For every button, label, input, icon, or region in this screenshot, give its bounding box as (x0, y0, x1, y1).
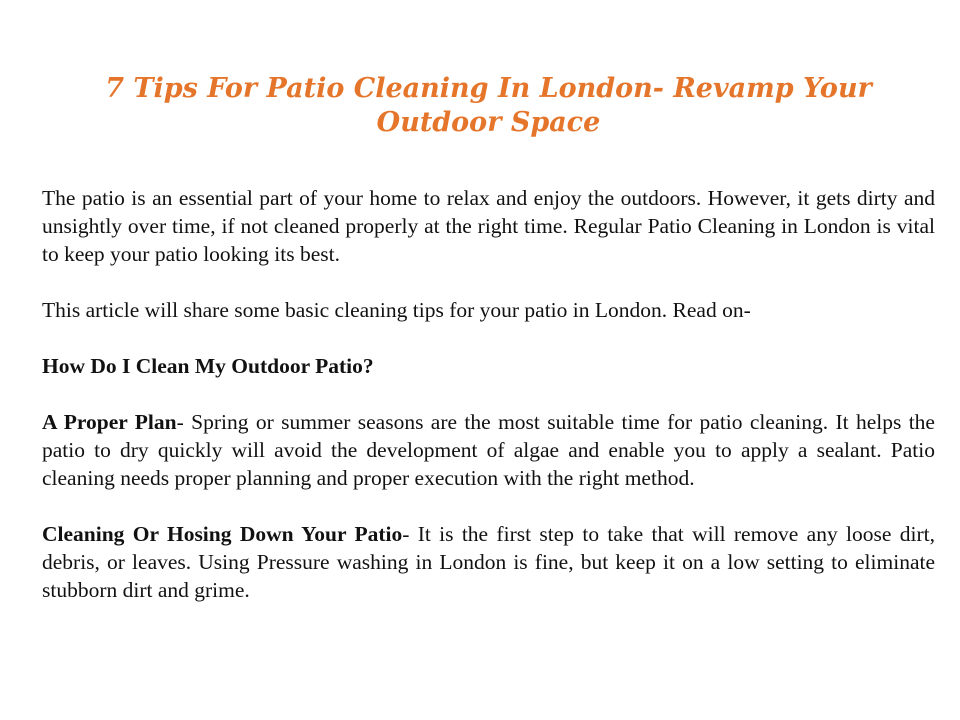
tip-text-1: - Spring or summer seasons are the most suitable time for patio cleaning. It helps the patio to dry quickly will avoid the development of algae and enable you to apply a sealant. Patio cleaning needs proper planning and proper execution with the right method. (42, 410, 935, 490)
intro-paragraph: The patio is an essential part of your home to relax and enjoy the outdoors. However, it gets dirty and unsightly over time, if not cleaned properly at the right time. Regular Patio Cleaning in London is vital to keep your patio looking its best. (42, 186, 935, 266)
tip-paragraph-2 (42, 520, 935, 604)
tip-lead-1: A Proper Plan (42, 410, 177, 434)
tip-lead-2: Cleaning Or Hosing Down Your Patio (42, 522, 403, 546)
document-title: 7 Tips For Patio Cleaning In London- Revamp Your Outdoor Space (105, 73, 872, 138)
tip-paragraph-1 (42, 408, 935, 492)
tip-text-2: - It is the first step to take that will remove any loose dirt, debris, or leaves. Using Pressure washing in London is fine, but keep it on a low setting to eliminate stubborn dirt and grime. (42, 522, 935, 602)
article-note-paragraph: This article will share some basic cleaning tips for your patio in London. Read on- (42, 298, 751, 322)
document-page (42, 72, 935, 604)
document-body (42, 184, 935, 604)
section-heading: How Do I Clean My Outdoor Patio? (42, 354, 374, 378)
